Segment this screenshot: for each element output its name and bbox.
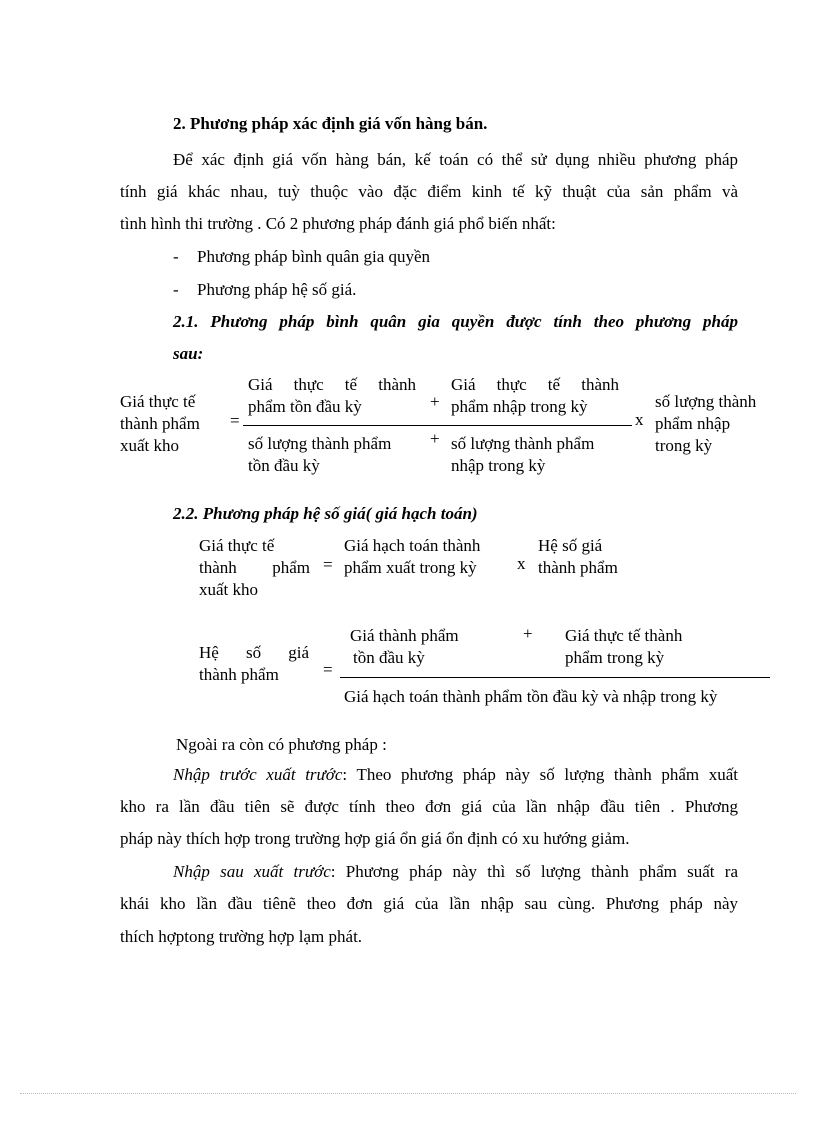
f22b-num1-line: tồn đầu kỳ <box>353 648 425 667</box>
f21-num2-line: Giá thực tế thành <box>451 375 619 394</box>
lifo-line-3: thích hợptong trường hợp lạm phát. <box>120 927 363 946</box>
intro-line-2: tính giá khác nhau, tuỳ thuộc vào đặc điểm kinh tế kỹ thuật của sản phẩm và <box>120 182 738 201</box>
f21-num1-line: Giá thực tế thành <box>248 375 416 394</box>
f22a-lhs-line: thành phẩm <box>199 558 310 577</box>
fifo-text: : Theo phương pháp này số lượng thành phẩm xuất <box>342 765 738 784</box>
intro-line-1: Để xác định giá vốn hàng bán, kế toán có thể sử dụng nhiều phương pháp <box>173 150 738 169</box>
f21-lhs-line: thành phẩm <box>120 414 200 433</box>
f21-den1-line: số lượng thành phẩm <box>248 434 392 453</box>
lifo-line-1 <box>173 861 738 883</box>
f22b-lhs-line: Hệ số giá <box>199 643 309 662</box>
f22b-num1-line: Giá thành phẩm <box>350 626 459 645</box>
f22b-equals: = <box>323 660 333 679</box>
bullet-item: Phương pháp hệ số giá. <box>197 280 357 299</box>
bullet-item: Phương pháp bình quân gia quyền <box>197 247 431 266</box>
f21-times: x <box>635 410 644 429</box>
f21-fraction-bar <box>243 425 632 426</box>
f21-den2-line: nhập trong kỳ <box>451 456 546 475</box>
fifo-line-2: kho ra lần đầu tiên sẽ được tính theo đơn giá của lần nhập đầu tiên . Phương <box>120 797 738 816</box>
f21-rhs-line: trong kỳ <box>655 436 713 455</box>
f22a-rhs-line: thành phẩm <box>538 558 618 577</box>
fifo-label: Nhập trước xuất trước <box>173 765 343 784</box>
f21-rhs-line: phẩm nhập <box>655 414 731 433</box>
f22a-lhs-line: Giá thực tế <box>199 536 275 555</box>
f22a-equals: = <box>323 555 333 574</box>
page-footer-rule <box>20 1093 796 1094</box>
sec21-title-line-1: 2.1. Phương pháp bình quân gia quyền được tính theo phương pháp <box>173 312 738 331</box>
f21-equals: = <box>230 411 240 430</box>
f21-lhs-line: Giá thực tế <box>120 392 196 411</box>
lifo-line-2: khái kho lần đầu tiênẽ theo đơn giá của lần nhập sau cùng. Phương pháp này <box>120 894 738 913</box>
other-methods-intro: Ngoài ra còn có phương pháp : <box>176 735 387 754</box>
f21-plus-bottom: + <box>430 429 440 448</box>
section-heading: 2. Phương pháp xác định giá vốn hàng bán. <box>173 114 488 133</box>
f22a-times: x <box>517 554 526 573</box>
f22a-rhs-line: Hệ số giá <box>538 536 603 555</box>
f21-den1-line: tồn đầu kỳ <box>248 456 320 475</box>
f22a-lhs-line: xuất kho <box>199 580 259 599</box>
fifo-line-1 <box>173 764 738 786</box>
f22b-num2-line: phẩm trong kỳ <box>565 648 665 667</box>
f21-num2-line: phẩm nhập trong kỳ <box>451 397 588 416</box>
f22b-fraction-bar <box>340 677 770 678</box>
f22b-denominator: Giá hạch toán thành phẩm tồn đầu kỳ và nhập trong kỳ <box>344 687 718 706</box>
bullet-dash: - <box>173 280 179 299</box>
f22b-lhs-line: thành phẩm <box>199 665 279 684</box>
f22a-mid-line: phẩm xuất trong kỳ <box>344 558 477 577</box>
f21-num1-line: phẩm tồn đầu kỳ <box>248 397 362 416</box>
lifo-label: Nhập sau xuất trước <box>173 862 331 881</box>
fifo-line-3: pháp này thích hợp trong trường hợp giá ổn giá ổn định có xu hướng giảm. <box>120 829 630 848</box>
sec21-title-line-2: sau: <box>173 344 204 363</box>
f22b-plus: + <box>523 624 533 643</box>
f22a-mid-line: Giá hạch toán thành <box>344 536 481 555</box>
intro-line-3: tình hình thi trường . Có 2 phương pháp đánh giá phổ biến nhất: <box>120 214 556 233</box>
f21-rhs-line: số lượng thành <box>655 392 757 411</box>
lifo-text: : Phương pháp này thì số lượng thành phẩm suất ra <box>330 862 738 881</box>
sec22-title: 2.2. Phương pháp hệ số giá( giá hạch toán) <box>173 504 478 523</box>
f21-den2-line: số lượng thành phẩm <box>451 434 595 453</box>
bullet-dash: - <box>173 247 179 266</box>
f21-plus-top: + <box>430 392 440 411</box>
f21-lhs-line: xuất kho <box>120 436 180 455</box>
f22b-num2-line: Giá thực tế thành <box>565 626 683 645</box>
